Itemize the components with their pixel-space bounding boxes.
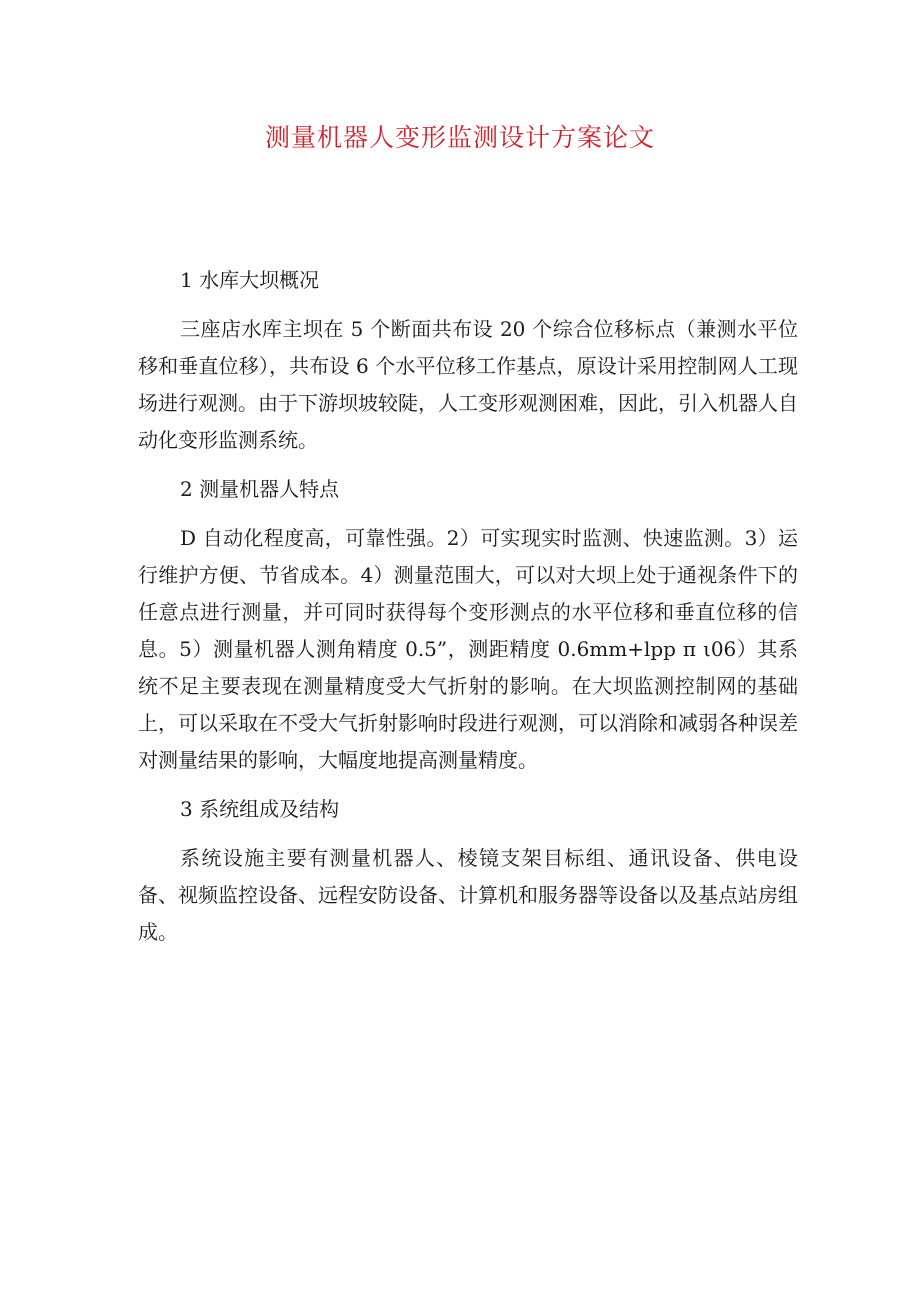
section-heading-3: 3 系统组成及结构 xyxy=(180,797,340,821)
section-paragraph-3: 系统设施主要有测量机器人、棱镜支架目标组、通讯设备、供电设备、视频监控设备、远程安防设备、计算机和服务器等设备以及基点站房组成。 xyxy=(138,846,798,944)
section-heading-1: 1 水库大坝概况 xyxy=(180,268,320,292)
section-paragraph-2: D 自动化程度高，可靠性强。2）可实现实时监测、快速监测。3）运行维护方便、节省成本。4）测量范围大，可以对大坝上处于通视条件下的任意点进行测量，并可同时获得每个变形测点的水平位移和垂直位移的信息。5）测量机器人测角精度 0.5”，测距精度 0.6mm+lpp π ι06）其系统不足主要表现在测量精度受大气折射的影响。在大坝监测控制网的基础上，可以采取在不受大气折射影响时段进行观测，可以消除和减弱各种误差对测量结果的影响，大幅度地提高测量精度。 xyxy=(138,526,798,772)
section-paragraph-1: 三座店水库主坝在 5 个断面共布设 20 个综合位移标点（兼测水平位移和垂直位移），共布设 6 个水平位移工作基点，原设计采用控制网人工现场进行观测。由于下游坝坡较陡，人工变形观测困难，因此，引入机器人自动化变形监测系统。 xyxy=(138,317,798,452)
document-body xyxy=(138,262,798,963)
document-title: 测量机器人变形监测设计方案论文 xyxy=(264,123,655,152)
section-heading-2: 2 测量机器人特点 xyxy=(180,477,340,501)
